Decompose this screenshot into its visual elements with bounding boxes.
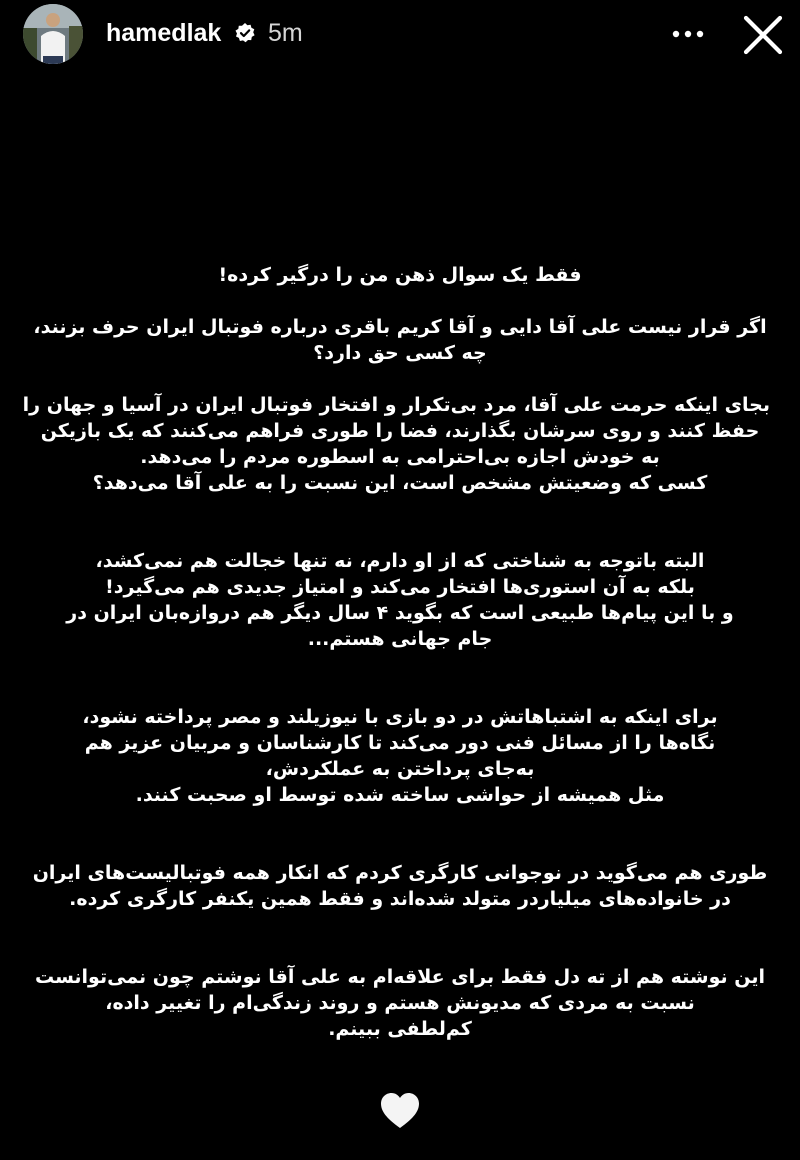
post-timestamp: 5m [268,19,303,47]
text-line: حفظ کنند و روی سرشان بگذارند، فضا را طوری فراهم می‌کنند که یک بازیکن [40,420,760,442]
paragraph [30,964,770,1042]
more-horizontal-icon [662,14,714,54]
text-line: برای اینکه به اشتباهاتش در دو بازی با نیوزیلند و مصر پرداخته نشود، [82,706,718,728]
text-line: نسبت به مردی که مدیونش هستم و روند زندگی‌ام را تغییر داده، [105,992,695,1014]
username[interactable]: hamedlak [106,19,222,47]
text-line: جام جهانی هستم... [307,628,493,650]
paragraph [30,548,770,652]
paragraph [30,314,770,366]
text-line: البته باتوجه به شناختی که از او دارم، نه تنها خجالت هم نمی‌کشد، [95,550,705,572]
text-line: مثل همیشه از حواشی ساخته شده توسط او صحبت کنند. [135,784,665,806]
close-icon [738,12,788,60]
text-line: کسی که وضعیتش مشخص است، این نسبت را به علی آقا می‌دهد؟ [92,472,708,494]
text-line: چه کسی حق دارد؟ [313,342,487,364]
text-line: طوری هم می‌گوید در نوجوانی کارگری کردم که انکار همه فوتبالیست‌های ایران [32,862,768,884]
text-line: فقط یک سوال ذهن من را درگیر کرده! [218,264,582,286]
story-header [0,0,800,70]
verified-badge-icon [234,22,256,44]
avatar[interactable] [23,4,83,64]
text-line: و با این پیام‌ها طبیعی است که بگوید ۴ سال دیگر هم دروازه‌بان ایران در [66,602,734,624]
text-line: بلکه به آن استوری‌ها افتخار می‌کند و امتیاز جدیدی هم می‌گیرد! [105,576,695,598]
paragraph [22,392,770,496]
text-line: به‌جای پرداختن به عملکردش، [265,758,535,780]
more-options-button[interactable] [662,14,714,54]
text-line: این نوشته هم از ته دل فقط برای علاقه‌ام به علی آقا نوشتم چون نمی‌توانست [34,966,766,988]
paragraph [30,262,770,288]
text-line: به خودش اجازه بی‌احترامی به اسطوره مردم را می‌دهد. [140,446,660,468]
close-button[interactable] [738,12,788,60]
story-text [22,262,770,1042]
text-line: نگاه‌ها را از مسائل فنی دور می‌کند تا کارشناسان و مربیان عزیز هم [84,732,716,754]
paragraph [30,704,770,808]
text-line: در خانواده‌های میلیاردر متولد شده‌اند و فقط همین یکنفر کارگری کرده. [69,888,731,910]
white-heart-icon [380,1092,420,1130]
text-line: بجای اینکه حرمت علی آقا، مرد بی‌تکرار و افتخار فوتبال ایران در آسیا و جهان را [22,394,770,416]
paragraph [30,860,770,912]
text-line: اگر قرار نیست علی آقا دایی و آقا کریم باقری درباره فوتبال ایران حرف بزنند، [33,316,767,338]
avatar-photo [23,4,83,64]
text-line: کم‌لطفی ببینم. [328,1018,472,1040]
